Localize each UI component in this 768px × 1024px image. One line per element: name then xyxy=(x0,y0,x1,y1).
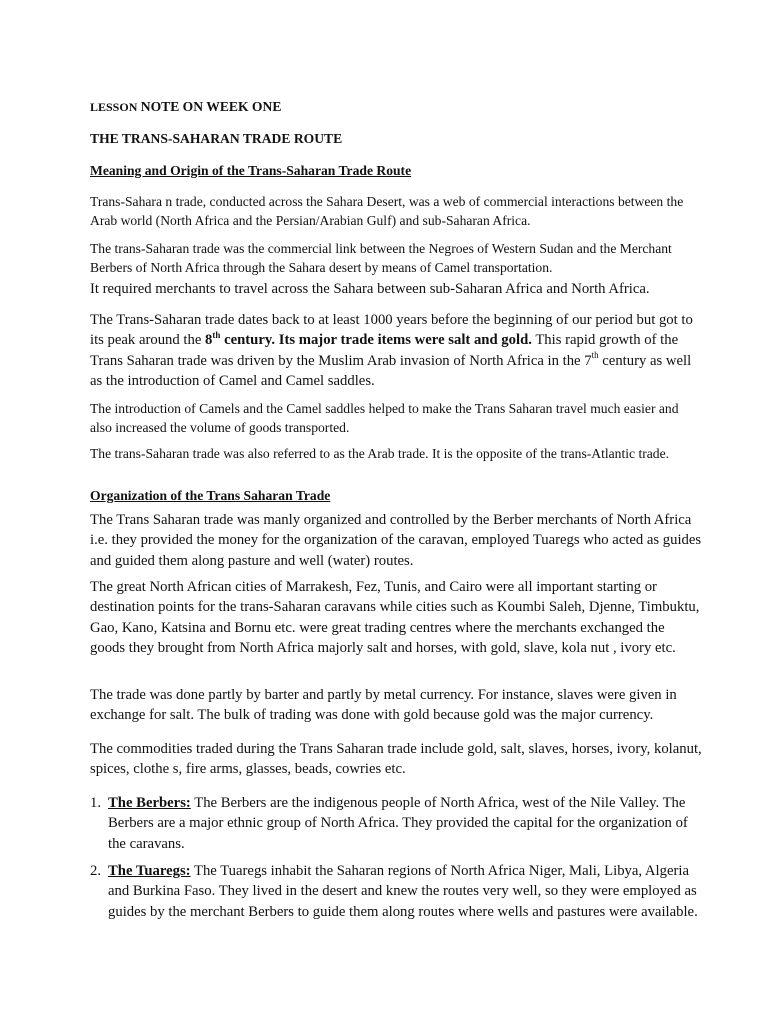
paragraph-definition: Trans-Sahara n trade, conducted across the Sahara Desert, was a web of commercial interactions between the Arab world (North Africa and the Persian/Arabian Gulf) and sub-Saharan Africa. xyxy=(90,194,684,228)
section-title-meaning: Meaning and Origin of the Trans-Saharan Trade Route xyxy=(90,163,412,178)
lesson-heading: LESSON NOTE ON WEEK ONE xyxy=(90,99,282,114)
list-item-berbers xyxy=(90,793,702,854)
paragraph-arab-trade: The trans-Saharan trade was also referred to as the Arab trade. It is the opposite of the trans-Atlantic trade. xyxy=(90,446,670,461)
paragraph-merchants-travel: It required merchants to travel across the Sahara between sub-Saharan Africa and North Africa. xyxy=(90,281,650,297)
document-title: THE TRANS-SAHARAN TRADE ROUTE xyxy=(90,131,343,146)
paragraph-camels: The introduction of Camels and the Camel saddles helped to make the Trans Saharan travel much easier and also increased the volume of goods transported. xyxy=(90,401,679,435)
section-title-organization: Organization of the Trans Saharan Trade xyxy=(90,488,331,503)
paragraph-cities: The great North African cities of Marrakesh, Fez, Tunis, and Cairo were all important starting or destination points for the trans-Saharan caravans while cities such as Koumbi Saleh, Djenne, Timbuktu, Gao, Kano, Katsina and Bornu etc. were great trading centres where the merchants exchanged the goods they brought from North Africa majorly salt and horses, with gold, slave, kola nut , ivory etc. xyxy=(90,579,700,657)
list-number: 1. xyxy=(90,795,102,811)
list-item-tuaregs xyxy=(90,861,702,922)
paragraph-history: The Trans-Saharan trade dates back to at least 1000 years before the beginning of our period but got to its peak around the 8th century. Its major trade items were salt and gold. This rapid growth of the Trans Saharan trade was driven by the Muslim Arab invasion of North Africa in the 7th century as well as the introduction of Camel and Camel saddles. xyxy=(90,312,693,390)
list-text: The Tuaregs inhabit the Saharan regions of North Africa Niger, Mali, Libya, Algeria and Burkina Faso. They lived in the desert and knew the routes very well, so they were employed as guides by the merchant Berbers to guide them along routes where wells and pastures were available. xyxy=(108,863,698,920)
list-term: The Berbers: xyxy=(108,795,191,811)
paragraph-organization: The Trans Saharan trade was manly organized and controlled by the Berber merchants of North Africa i.e. they provided the money for the organization of the caravan, employed Tuaregs who acted as guides and guided them along pasture and well (water) routes. xyxy=(90,512,702,569)
paragraph-currency: The trade was done partly by barter and partly by metal currency. For instance, slaves were given in exchange for salt. The bulk of trading was done with gold because gold was the major currency. xyxy=(90,687,677,724)
list-text: The Berbers are the indigenous people of North Africa, west of the Nile Valley. The Berbers are a major ethnic group of North Africa. They provided the capital for the organization of the caravans. xyxy=(108,795,688,852)
list-number: 2. xyxy=(90,863,102,879)
paragraph-commercial-link: The trans-Saharan trade was the commercial link between the Negroes of Western Sudan and the Merchant Berbers of North Africa through the Sahara desert by means of Camel transportation. xyxy=(90,241,672,275)
paragraph-commodities: The commodities traded during the Trans Saharan trade include gold, salt, slaves, horses, ivory, kolanut, spices, clothe s, fire arms, glasses, beads, cowries etc. xyxy=(90,741,702,778)
list-term: The Tuaregs: xyxy=(108,863,191,879)
